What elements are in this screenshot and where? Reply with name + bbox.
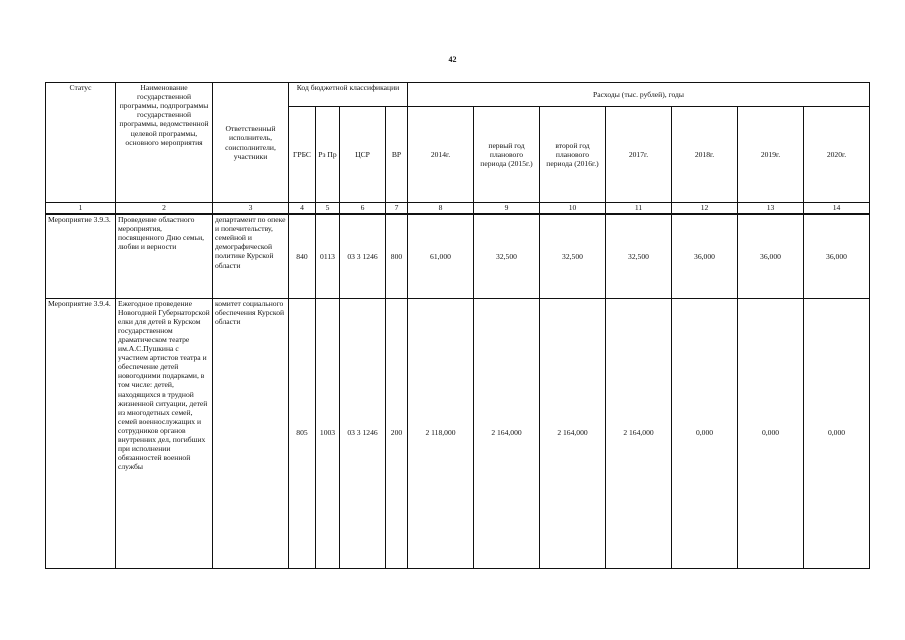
column-number: 12	[672, 203, 738, 215]
column-number: 13	[738, 203, 804, 215]
row-status: Мероприятие 3.9.3.	[46, 214, 116, 298]
column-number: 4	[289, 203, 316, 215]
row-y2019: 0,000	[738, 298, 804, 568]
header-y2018: 2018г.	[672, 107, 738, 203]
row-name: Ежегодное проведение Новогодней Губернаторской елки для детей в Курском государственном драматическом театре им.А.С.Пушкина с участием артистов театра и обеспечение детей новогодними подарками, в том числе: детей, находящихся в трудной жизненной ситуации, детей из многодетных семей, семей военнослужащих и сотрудников органов внутренних дел, погибших при исполнении обязанностей военной службы	[116, 298, 213, 568]
row-responsible: департамент по опеке и попечительству, семейной и демографической политике Курской области	[213, 214, 289, 298]
header-y2017: 2017г.	[606, 107, 672, 203]
row-y2017: 32,500	[606, 214, 672, 298]
column-number-row	[46, 203, 870, 215]
header-y2015: первый год планового периода (2015г.)	[474, 107, 540, 203]
budget-table	[45, 82, 870, 569]
row-vr: 200	[386, 298, 408, 568]
row-y2019: 36,000	[738, 214, 804, 298]
row-y2016: 2 164,000	[540, 298, 606, 568]
column-number: 9	[474, 203, 540, 215]
row-status: Мероприятие 3.9.4.	[46, 298, 116, 568]
row-y2015: 32,500	[474, 214, 540, 298]
header-csr: ЦСР	[340, 107, 386, 203]
row-rz-pr: 0113	[316, 214, 340, 298]
row-vr: 800	[386, 214, 408, 298]
column-number: 6	[340, 203, 386, 215]
page-number: 42	[448, 55, 457, 64]
header-expenses-group: Расходы (тыс. рублей), годы	[408, 83, 870, 107]
header-y2014: 2014г.	[408, 107, 474, 203]
row-csr: 03 3 1246	[340, 214, 386, 298]
header-rz-pr: Рз Пр	[316, 107, 340, 203]
column-number: 8	[408, 203, 474, 215]
row-rz-pr: 1003	[316, 298, 340, 568]
header-y2019: 2019г.	[738, 107, 804, 203]
row-y2015: 2 164,000	[474, 298, 540, 568]
row-y2016: 32,500	[540, 214, 606, 298]
row-y2018: 0,000	[672, 298, 738, 568]
column-number: 1	[46, 203, 116, 215]
row-responsible: комитет социального обеспечения Курской области	[213, 298, 289, 568]
row-y2018: 36,000	[672, 214, 738, 298]
column-number: 2	[116, 203, 213, 215]
column-number: 7	[386, 203, 408, 215]
row-y2020: 0,000	[804, 298, 870, 568]
table-row	[46, 214, 870, 298]
table-row	[46, 298, 870, 568]
header-program-name: Наименование государственной программы, подпрограммы государственной программы, ведомственной целевой программы, основного мероприятия	[116, 83, 213, 203]
header-grbs: ГРБС	[289, 107, 316, 203]
header-y2016: второй год планового периода (2016г.)	[540, 107, 606, 203]
header-vr: ВР	[386, 107, 408, 203]
column-number: 14	[804, 203, 870, 215]
header-status: Статус	[46, 83, 116, 203]
header-responsible: Ответственный исполнитель, соисполнители, участники	[213, 83, 289, 203]
row-name: Проведение областного мероприятия, посвященного Дню семьи, любви и верности	[116, 214, 213, 298]
column-number: 10	[540, 203, 606, 215]
row-grbs: 840	[289, 214, 316, 298]
header-row-top	[46, 83, 870, 107]
column-number: 5	[316, 203, 340, 215]
row-y2020: 36,000	[804, 214, 870, 298]
header-budget-code-group: Код бюджетной классификации	[289, 83, 408, 107]
row-y2017: 2 164,000	[606, 298, 672, 568]
column-number: 11	[606, 203, 672, 215]
row-y2014: 61,000	[408, 214, 474, 298]
header-y2020: 2020г.	[804, 107, 870, 203]
column-number: 3	[213, 203, 289, 215]
row-csr: 03 3 1246	[340, 298, 386, 568]
row-y2014: 2 118,000	[408, 298, 474, 568]
row-grbs: 805	[289, 298, 316, 568]
